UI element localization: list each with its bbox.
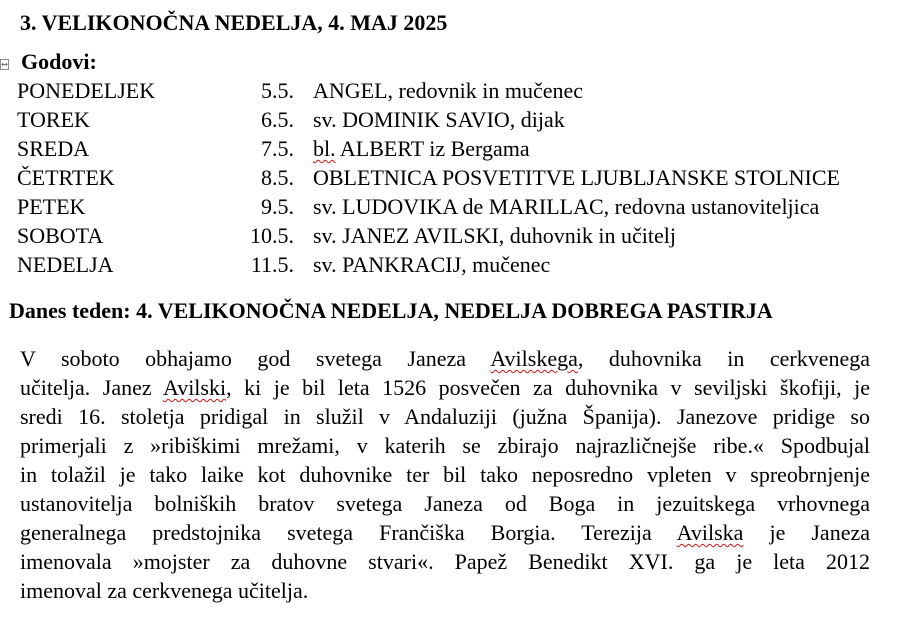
text-run: , ki je bil leta 1526 posvečen za duhovnika v seviljski škofiji, je (226, 375, 871, 400)
feast-saint (313, 134, 530, 163)
paragraph-line (20, 344, 870, 373)
feast-date: 8.5. (261, 165, 294, 190)
spellcheck-word[interactable]: Avilskega (490, 346, 578, 371)
feast-row-thursday (0, 163, 902, 192)
feast-date: 7.5. (261, 136, 294, 161)
feast-day: SOBOTA (17, 223, 104, 248)
feast-date: 9.5. (261, 194, 294, 219)
feast-date: 11.5. (250, 252, 294, 277)
page-heading: 3. VELIKONOČNA NEDELJA, 4. MAJ 2025 (20, 10, 448, 35)
spellcheck-word[interactable]: bl. (313, 136, 336, 161)
feast-saint: sv. PANKRACIJ, mučenec (313, 252, 551, 277)
text-run: V soboto obhajamo god svetega Janeza (20, 346, 491, 371)
next-week-heading: Danes teden: 4. VELIKONOČNA NEDELJA, NEDELJA DOBREGA PASTIRJA (9, 298, 773, 323)
spellcheck-word[interactable]: Avilska (676, 520, 744, 545)
paragraph-line: primerjali z »ribiškimi mrežami, v katerih se zbirajo najrazličnejše ribe.« Spodbujal (20, 433, 870, 458)
paragraph-line: ustanovitelja bolniških bratov svetega Janeza od Boga in jezuitskega vrhovnega (20, 491, 870, 516)
feast-saint: OBLETNICA POSVETITVE LJUBLJANSKE STOLNICE (313, 165, 840, 190)
text-run: generalnega predstojnika svetega Frančiška Borgia. Terezija (20, 520, 677, 545)
feasts-heading: Godovi: (21, 49, 97, 74)
saint-paragraph[interactable] (20, 344, 870, 605)
paragraph-anchor-icon[interactable]: ↔ (1, 60, 8, 69)
feast-saint: sv. DOMINIK SAVIO, dijak (313, 107, 565, 132)
feasts-table (0, 76, 902, 279)
feast-row-sunday (0, 250, 902, 279)
feast-row-saturday (0, 221, 902, 250)
feast-date: 6.5. (261, 107, 294, 132)
paragraph-line: imenovala »mojster za duhovne stvari«. Papež Benedikt XVI. ga je leta 2012 (20, 549, 870, 574)
feast-saint: sv. LUDOVIKA de MARILLAC, redovna ustanoviteljica (313, 194, 820, 219)
text-run: , duhovnika in cerkvenega (577, 346, 871, 371)
feast-day: PONEDELJEK (17, 78, 156, 103)
feast-row-wednesday (0, 134, 902, 163)
paragraph-line: in tolažil je tako laike kot duhovnike ter bil tako neposredno vpleten v spreobrnjenje (20, 462, 870, 487)
feast-saint: ANGEL, redovnik in mučenec (313, 78, 584, 103)
feast-row-friday (0, 192, 902, 221)
feast-date: 10.5. (250, 223, 294, 248)
feast-date: 5.5. (261, 78, 294, 103)
paragraph-line (20, 373, 870, 402)
text-run: je Janeza (743, 520, 870, 545)
paragraph-line: imenoval za cerkvenega učitelja. (20, 578, 309, 603)
paragraph-line (20, 518, 870, 547)
text-run: učitelja. Janez (20, 375, 163, 400)
feast-day: NEDELJA (17, 252, 114, 277)
feast-day: TOREK (17, 107, 90, 132)
feast-saint: sv. JANEZ AVILSKI, duhovnik in učitelj (313, 223, 676, 248)
feast-day: ČETRTEK (17, 165, 115, 190)
feast-row-tuesday (0, 105, 902, 134)
feast-saint-rest: ALBERT iz Bergama (335, 136, 530, 161)
feast-day: SREDA (17, 136, 90, 161)
feast-day: PETEK (17, 194, 86, 219)
spellcheck-word[interactable]: Avilski (162, 375, 227, 400)
feast-row-monday (0, 76, 902, 105)
paragraph-line: sredi 16. stoletja pridigal in služil v Andaluziji (južna Španija). Janezove pridige so (20, 404, 870, 429)
